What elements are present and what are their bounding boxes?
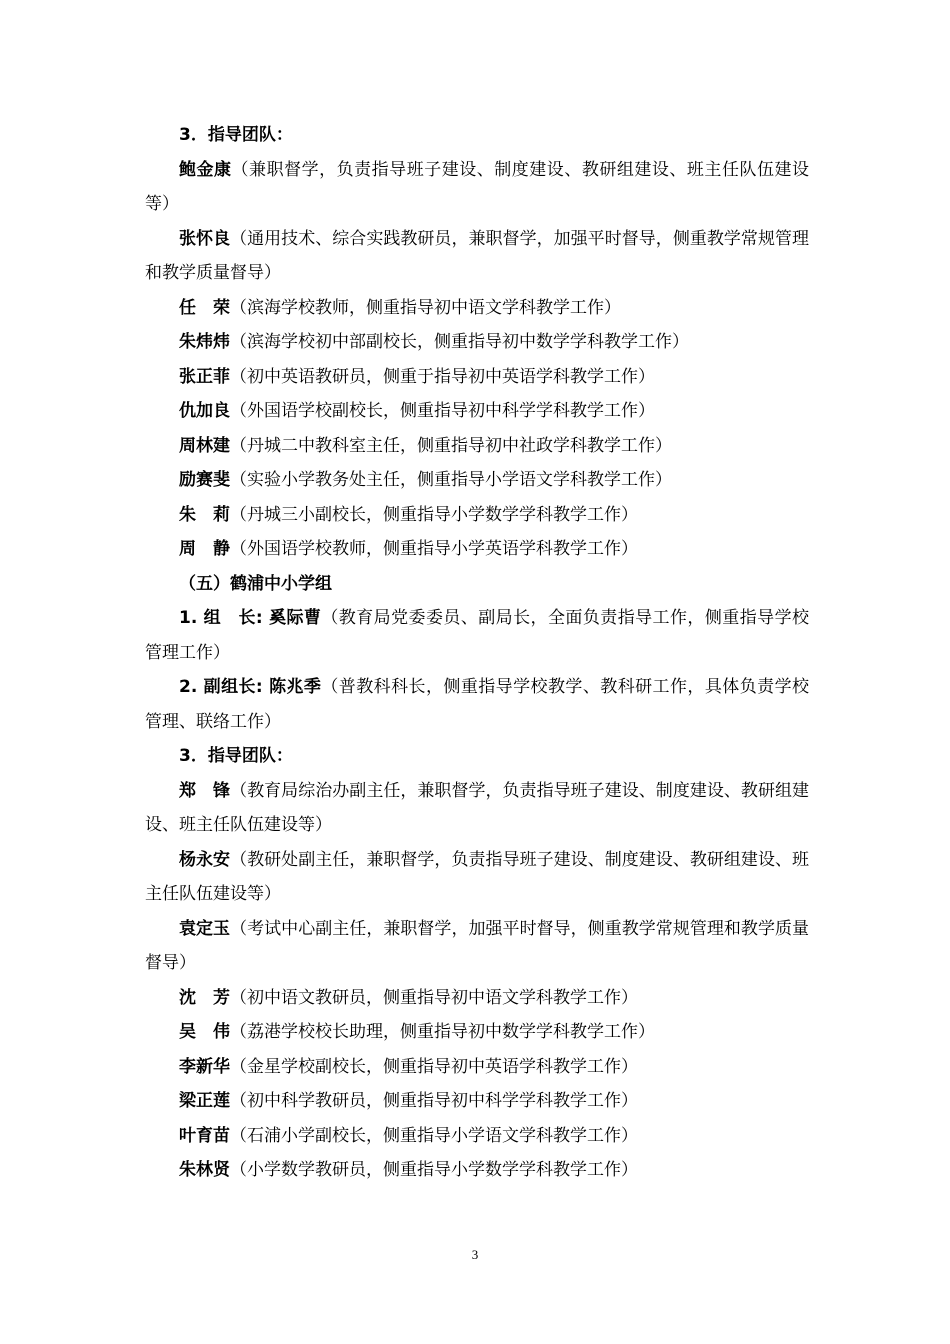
member-name: 朱 莉 (179, 504, 230, 525)
paragraph-member (145, 325, 809, 360)
member-duty: （兼职督学，负责指导班子建设、制度建设、教研组建设、班主任队伍建设等） (145, 159, 810, 214)
document-body (145, 118, 809, 1188)
member-name: 张正菲 (179, 366, 230, 387)
paragraph-deputy-leader (145, 670, 809, 739)
member-name: 张怀良 (179, 228, 231, 249)
member-name: 周林建 (179, 435, 230, 456)
leader-duty: （教育局党委委员、副局长，全面负责指导工作，侧重指导学校管理工作） (145, 608, 810, 663)
member-name: 叶育苗 (179, 1125, 230, 1146)
paragraph-member (145, 532, 809, 567)
member-name: 李新华 (179, 1056, 230, 1077)
member-name: 仇加良 (179, 401, 230, 421)
member-duty: （外国语学校副校长，侧重指导初中科学学科教学工作） (230, 401, 655, 421)
paragraph-member (145, 222, 809, 291)
paragraph-member (145, 843, 809, 912)
paragraph-member (145, 1153, 809, 1188)
member-duty: （初中英语教研员，侧重于指导初中英语学科教学工作） (230, 366, 655, 387)
bold-run: 3．指导团队： (179, 125, 293, 145)
member-duty: （丹城二中教科室主任，侧重指导初中社政学科教学工作） (230, 435, 672, 456)
section-title: （五）鹤浦中小学组 (179, 573, 332, 594)
paragraph-member (145, 153, 809, 222)
deputy-leader-name: 2. 副组长: 陈兆季 (179, 677, 322, 697)
paragraph-member (145, 912, 809, 981)
page-number: 3 (471, 1247, 479, 1262)
member-duty: （金星学校副校长，侧重指导初中英语学科教学工作） (230, 1056, 638, 1077)
member-duty: （考试中心副主任，兼职督学，加强平时督导，侧重教学常规管理和教学质量督导） (145, 918, 810, 973)
member-name: 鲍金康 (179, 159, 232, 180)
member-name: 周 静 (179, 539, 230, 559)
member-duty: （初中语文教研员，侧重指导初中语文学科教学工作） (230, 987, 638, 1008)
member-name: 任 荣 (179, 297, 230, 318)
member-name: 朱林贤 (179, 1160, 230, 1180)
member-duty: （滨海学校教师，侧重指导初中语文学科教学工作） (230, 297, 621, 318)
member-duty: （外国语学校教师，侧重指导小学英语学科教学工作） (230, 539, 638, 559)
paragraph-member (145, 1015, 809, 1050)
member-duty: （通用技术、综合实践教研员，兼职督学，加强平时督导，侧重教学常规管理和教学质量督导） (145, 228, 810, 283)
paragraph-member (145, 981, 809, 1016)
paragraph-member (145, 360, 809, 395)
member-name: 朱炜炜 (179, 332, 230, 352)
member-duty: （荔港学校校长助理，侧重指导初中数学学科教学工作） (230, 1022, 655, 1042)
paragraph-member (145, 291, 809, 326)
member-duty: （小学数学教研员，侧重指导小学数学学科教学工作） (230, 1160, 638, 1180)
paragraph-member (145, 429, 809, 464)
paragraph-team-heading-2 (145, 739, 809, 774)
member-duty: （石浦小学副校长，侧重指导小学语文学科教学工作） (230, 1125, 638, 1146)
paragraph-member (145, 463, 809, 498)
paragraph-team-heading-1 (145, 118, 809, 153)
paragraph-member (145, 498, 809, 533)
member-duty: （滨海学校初中部副校长，侧重指导初中数学学科教学工作） (230, 332, 689, 352)
bold-run: 3．指导团队： (179, 746, 293, 766)
member-name: 吴 伟 (179, 1022, 230, 1042)
member-duty: （教育局综治办副主任，兼职督学，负责指导班子建设、制度建设、教研组建设、班主任队伍建设等） (145, 780, 810, 835)
paragraph-leader (145, 601, 809, 670)
member-name: 沈 芳 (179, 987, 230, 1008)
paragraph-member (145, 394, 809, 429)
member-duty: （丹城三小副校长，侧重指导小学数学学科教学工作） (230, 504, 638, 525)
leader-name: 1. 组 长: 奚际曹 (179, 608, 322, 628)
section-heading (145, 567, 809, 602)
member-name: 励赛斐 (179, 470, 230, 490)
paragraph-member (145, 1050, 809, 1085)
member-name: 袁定玉 (179, 918, 231, 939)
member-duty: （初中科学教研员，侧重指导初中科学学科教学工作） (230, 1091, 638, 1111)
member-name: 郑 锋 (179, 780, 231, 801)
member-duty: （实验小学教务处主任，侧重指导小学语文学科教学工作） (230, 470, 672, 490)
member-name: 杨永安 (179, 849, 231, 870)
member-duty: （教研处副主任，兼职督学，负责指导班子建设、制度建设、教研组建设、班主任队伍建设等） (145, 849, 810, 904)
member-name: 梁正莲 (179, 1091, 230, 1111)
deputy-leader-duty: （普教科科长，侧重指导学校教学、教科研工作，具体负责学校管理、联络工作） (145, 677, 810, 732)
paragraph-member (145, 1119, 809, 1154)
paragraph-member (145, 774, 809, 843)
paragraph-member (145, 1084, 809, 1119)
